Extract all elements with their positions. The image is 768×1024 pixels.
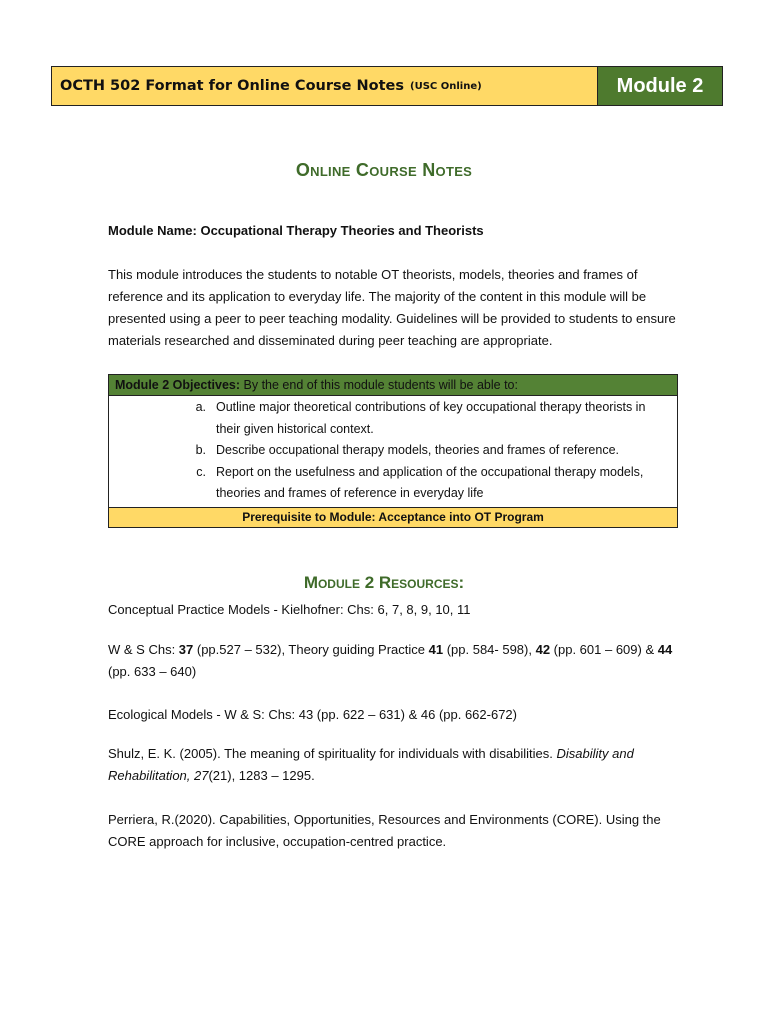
objective-marker: b. bbox=[195, 443, 206, 457]
resource-ws-text: (pp. 633 – 640) bbox=[108, 664, 197, 679]
objective-marker: a. bbox=[195, 400, 206, 414]
resource-shulz-text: Shulz, E. K. (2005). The meaning of spirituality for individuals with disabilities. bbox=[108, 746, 557, 761]
chapter-number: 44 bbox=[657, 642, 673, 657]
module-name: Module Name: Occupational Therapy Theories and Theorists bbox=[108, 223, 484, 238]
objective-text: Report on the usefulness and application of the occupational therapy models, theories and frames of reference in everyday life bbox=[216, 464, 644, 500]
resource-kielhofner: Conceptual Practice Models - Kielhofner: Chs: 6, 7, 8, 9, 10, 11 bbox=[108, 602, 471, 617]
resources-title: Module 2 Resources: bbox=[303, 573, 465, 592]
module-intro: This module introduces the students to notable OT theorists, models, theories and frames of reference and its application to everyday life. The majority of the content in this module will be presented using a peer to peer teaching modality. Guidelines will be provided to students to ensure materials researched and disseminated during peer teaching are appropriate. bbox=[108, 267, 676, 348]
objective-marker: c. bbox=[196, 464, 206, 479]
prerequisite-row: Prerequisite to Module: Acceptance into OT Program bbox=[109, 507, 677, 527]
page-title: Online Course Notes bbox=[295, 160, 473, 180]
resource-ws-text: (pp. 601 – 609) & bbox=[550, 642, 658, 657]
resource-ecological: Ecological Models - W & S: Chs: 43 (pp. 622 – 631) & 46 (pp. 662-672) bbox=[108, 707, 517, 722]
module-badge: Module 2 bbox=[598, 67, 722, 105]
journal-title: Disability and Rehabilitation, 27 bbox=[108, 746, 634, 783]
resource-ws-chapters bbox=[108, 639, 680, 683]
objective-item bbox=[109, 397, 677, 440]
objective-item bbox=[109, 462, 677, 505]
chapter-number: 41 bbox=[428, 642, 444, 657]
resource-shulz-text: (21), 1283 – 1295. bbox=[208, 768, 315, 783]
objective-item bbox=[109, 440, 677, 462]
objectives-header bbox=[109, 375, 677, 396]
course-title: OCTH 502 Format for Online Course Notes bbox=[60, 78, 405, 94]
resource-ws-text: W & S Chs: bbox=[108, 642, 179, 657]
objectives-header-label: Module 2 Objectives: bbox=[115, 378, 241, 392]
chapter-number: 37 bbox=[178, 642, 194, 657]
objective-text: Outline major theoretical contributions of key occupational therapy theorists in their given historical context. bbox=[216, 400, 646, 436]
chapter-number: 42 bbox=[535, 642, 551, 657]
course-title-cell bbox=[52, 67, 598, 105]
resource-ws-text: (pp. 584- 598), bbox=[443, 642, 536, 657]
objectives-header-text: By the end of this module students will be able to: bbox=[240, 378, 518, 392]
course-suffix: (USC Online) bbox=[410, 80, 482, 92]
objectives-list bbox=[109, 396, 677, 507]
resource-ws-text: (pp.527 – 532), Theory guiding Practice bbox=[193, 642, 429, 657]
objective-text: Describe occupational therapy models, theories and frames of reference. bbox=[216, 443, 619, 457]
objectives-table bbox=[108, 374, 678, 528]
resource-perriera: Perriera, R.(2020). Capabilities, Opportunities, Resources and Environments (CORE). Using the CORE approach for inclusive, occupation-centred practice. bbox=[108, 812, 661, 849]
resource-shulz bbox=[108, 743, 680, 787]
course-header bbox=[51, 66, 723, 106]
